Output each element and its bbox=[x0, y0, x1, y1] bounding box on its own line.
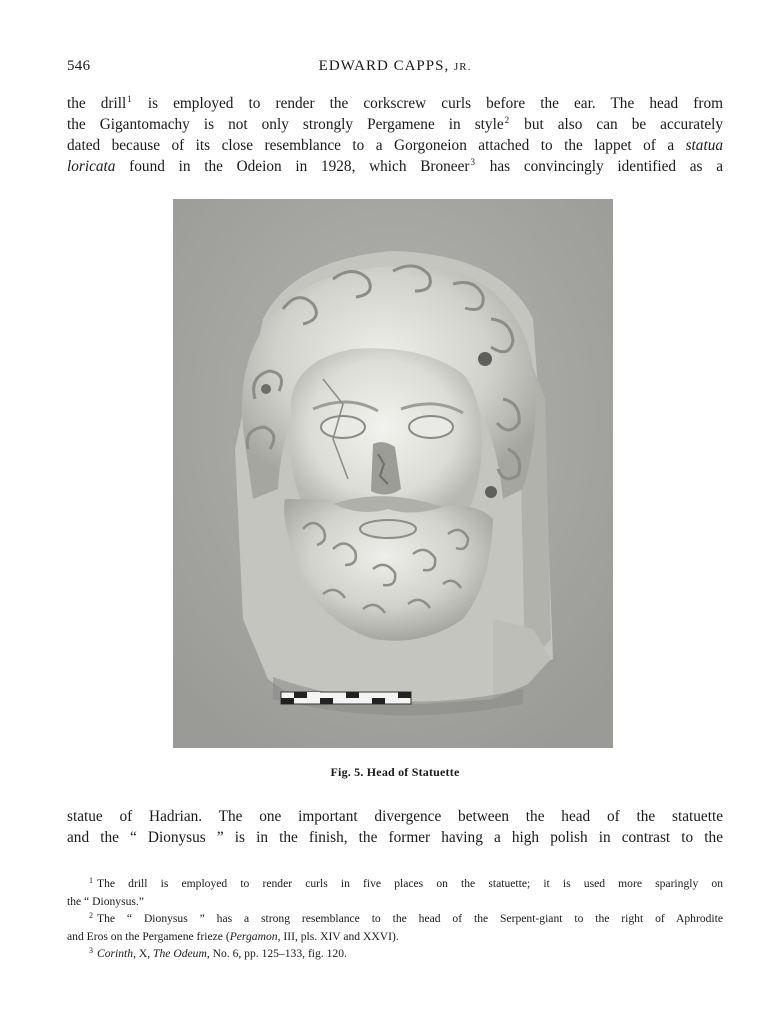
text-line: and the “ Dionysus ” is in the finish, the former having a high polish in contrast to the bbox=[67, 829, 723, 846]
text-line: dated because of its close resemblance to a Gorgoneion attached to the lappet of a statua bbox=[67, 137, 723, 154]
text-line: statue of Hadrian. The one important divergence between the head of the statuette bbox=[67, 808, 723, 825]
text-line: the Gigantomachy is not only strongly Pergamene in style$^2$ but also can be accurately bbox=[67, 115, 724, 133]
page-number: 546 bbox=[67, 58, 91, 74]
scale-bar bbox=[281, 692, 411, 704]
text-line: the drill$^1$ is employed to render the corkscrew curls before the ear. The head from bbox=[67, 94, 723, 112]
footnote-ref[interactable]: 2 bbox=[504, 115, 510, 125]
footnotes bbox=[67, 875, 723, 963]
statuette-photo bbox=[173, 199, 613, 748]
footnote-ref[interactable]: 1 bbox=[127, 94, 132, 104]
author-suffix: JR. bbox=[453, 61, 472, 73]
footnote-3: $^3$ Corinth, X, The Odeum, No. 6, pp. 125–133, fig. 120. bbox=[89, 946, 347, 960]
text-line: loricata found in the Odeion in 1928, which Broneer$^3$ has convincingly identified as a bbox=[67, 157, 723, 175]
body-paragraph-1 bbox=[67, 93, 723, 177]
figure-caption: Fig. 5. Head of Statuette bbox=[330, 765, 460, 779]
footnote-1-cont: the “ Dionysus.” bbox=[67, 894, 144, 908]
running-head-author bbox=[67, 58, 723, 75]
footnote-2: $^2$ The “ Dionysus ” has a strong resemblance to the head of the Serpent-giant to the right of Aphrodite bbox=[89, 911, 723, 925]
author-name: EDWARD CAPPS, bbox=[318, 58, 450, 74]
body-paragraph-2 bbox=[67, 806, 723, 848]
footnote-1: $^1$ The drill is employed to render curls in five places on the statuette; it is used more sparingly on bbox=[89, 876, 723, 890]
footnote-ref[interactable]: 3 bbox=[470, 157, 475, 167]
footnote-2-cont: and Eros on the Pergamene frieze (Pergamon, III, pls. XIV and XXVI). bbox=[67, 929, 399, 943]
running-header bbox=[67, 58, 723, 80]
